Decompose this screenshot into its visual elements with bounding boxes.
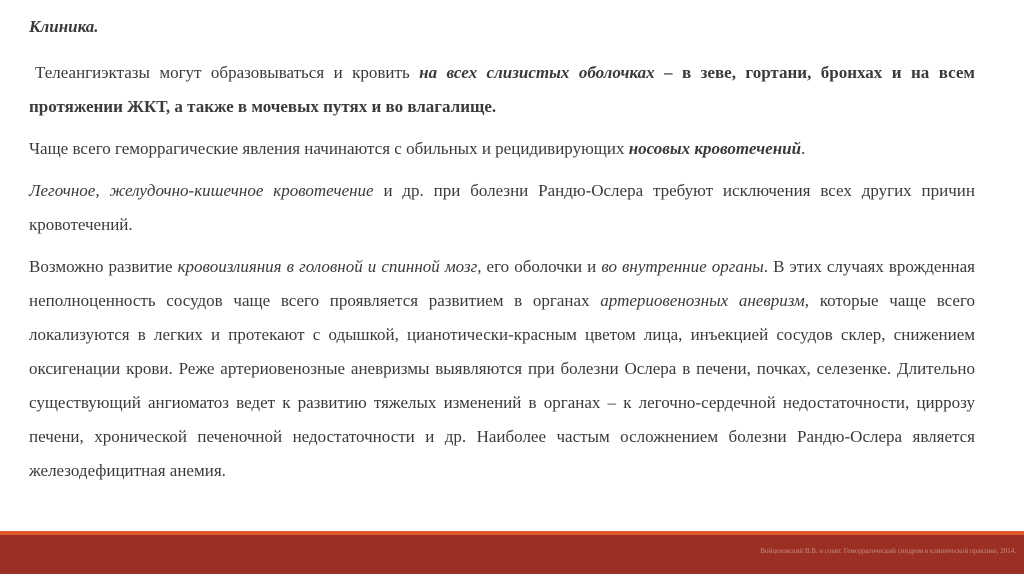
text-run: .: [801, 139, 806, 158]
paragraph-hemorrhagic: [29, 132, 975, 166]
emphasis-av-aneurysms: артериовенозных аневризм: [600, 291, 805, 310]
text-run: . В этих случаях врожденная неполноценность сосудов чаще всего проявляется развитием в органах: [29, 257, 976, 310]
text-run: – в зеве, гортани, бронхах и на всем протяжении ЖКТ, а также в мочевых путях и во влагалище.: [29, 63, 975, 116]
text-run: Чаще всего геморрагические явления начинаются с обильных и рецидивирующих: [29, 139, 629, 158]
emphasis-internal-organs: во внутренние органы: [601, 257, 764, 276]
text-run: Телеангиэктазы могут образовываться и кровить: [35, 63, 420, 82]
text-run: , которые чаще всего локализуются в легких и протекают с одышкой, цианотически-красным цветом лица, инъекцией сосудов склер, снижением оксигенации крови. Реже артериовенозные аневризмы выявляются при болезни Ослера в печени, почках, селезенке. Длительно существующий ангиоматоз ведет к развитию тяжелых изменений в органах – к легочно-сердечной недостаточности, циррозу печени, хронической печеночной недостаточности и др. Наиболее частым осложнением болезни Рандю-Ослера является железодефицитная анемия.: [29, 291, 975, 480]
slide-content: [29, 10, 975, 488]
paragraph-pulmonary-bleeding: [29, 174, 975, 242]
text-run: его оболочки и: [481, 257, 602, 276]
footer-citation: Войцеховский В.В. и соавт. Геморрагический синдром в клинической практике, 2014.: [760, 547, 1016, 555]
text-run: и др. при болезни Рандю-Ослера требуют исключения всех других причин кровотечений.: [29, 181, 975, 234]
paragraph-complications: [29, 250, 975, 488]
text-run: Возможно развитие: [29, 257, 178, 276]
emphasis-brain-hemorrhage: кровоизлияния в головной и спинной мозг,: [177, 257, 482, 276]
emphasis-pulmonary-gi: Легочное, желудочно-кишечное кровотечение: [29, 181, 374, 200]
section-heading: Клиника.: [29, 17, 99, 36]
emphasis-nasal-bleeding: носовых кровотечений: [628, 139, 802, 158]
footer-bar: [0, 535, 1024, 574]
paragraph-telangiectasia: [29, 56, 975, 124]
emphasis-mucosa: на всех слизистых оболочках: [419, 63, 655, 82]
